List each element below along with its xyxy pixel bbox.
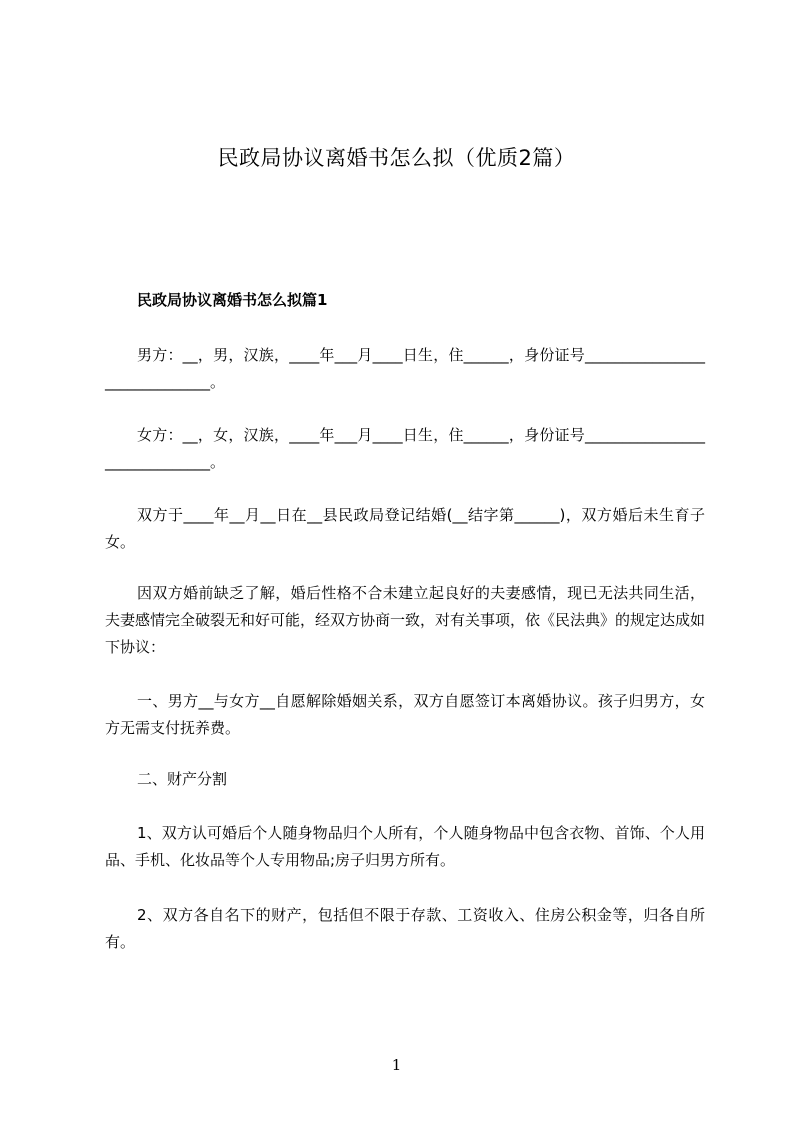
paragraph-male-party: 男方：__，男，汉族，____年___月____日生，住______，身份证号______________________________。 <box>105 346 705 391</box>
paragraph-marriage-registration: 双方于____年__月__日在__县民政局登记结婚(__结字第______)，双方婚后未生育子女。 <box>105 506 705 551</box>
paragraph-reason: 因双方婚前缺乏了解，婚后性格不合未建立起良好的夫妻感情，现已无法共同生活，夫妻感情完全破裂无和好可能，经双方协商一致，对有关事项，依《民法典》的规定达成如下协议： <box>105 584 706 656</box>
document-title: 民政局协议离婚书怎么拟（优质2篇） <box>217 146 576 170</box>
section-heading: 民政局协议离婚书怎么拟篇1 <box>137 291 328 309</box>
paragraph-clause-two-heading: 二、财产分割 <box>137 770 228 788</box>
paragraph-property-item-1: 1、双方认可婚后个人随身物品归个人所有，个人随身物品中包含衣物、首饰、个人用品、手机、化妆品等个人专用物品;房子归男方所有。 <box>105 824 705 869</box>
paragraph-female-party: 女方：__，女，汉族，____年___月____日生，住______，身份证号______________________________。 <box>105 426 705 471</box>
page-number: 1 <box>391 1056 402 1074</box>
paragraph-property-item-2: 2、双方各自名下的财产，包括但不限于存款、工资收入、住房公积金等，归各自所有。 <box>105 906 705 951</box>
paragraph-clause-one: 一、男方__与女方__自愿解除婚姻关系，双方自愿签订本离婚协议。孩子归男方，女方无需支付抚养费。 <box>105 692 705 737</box>
